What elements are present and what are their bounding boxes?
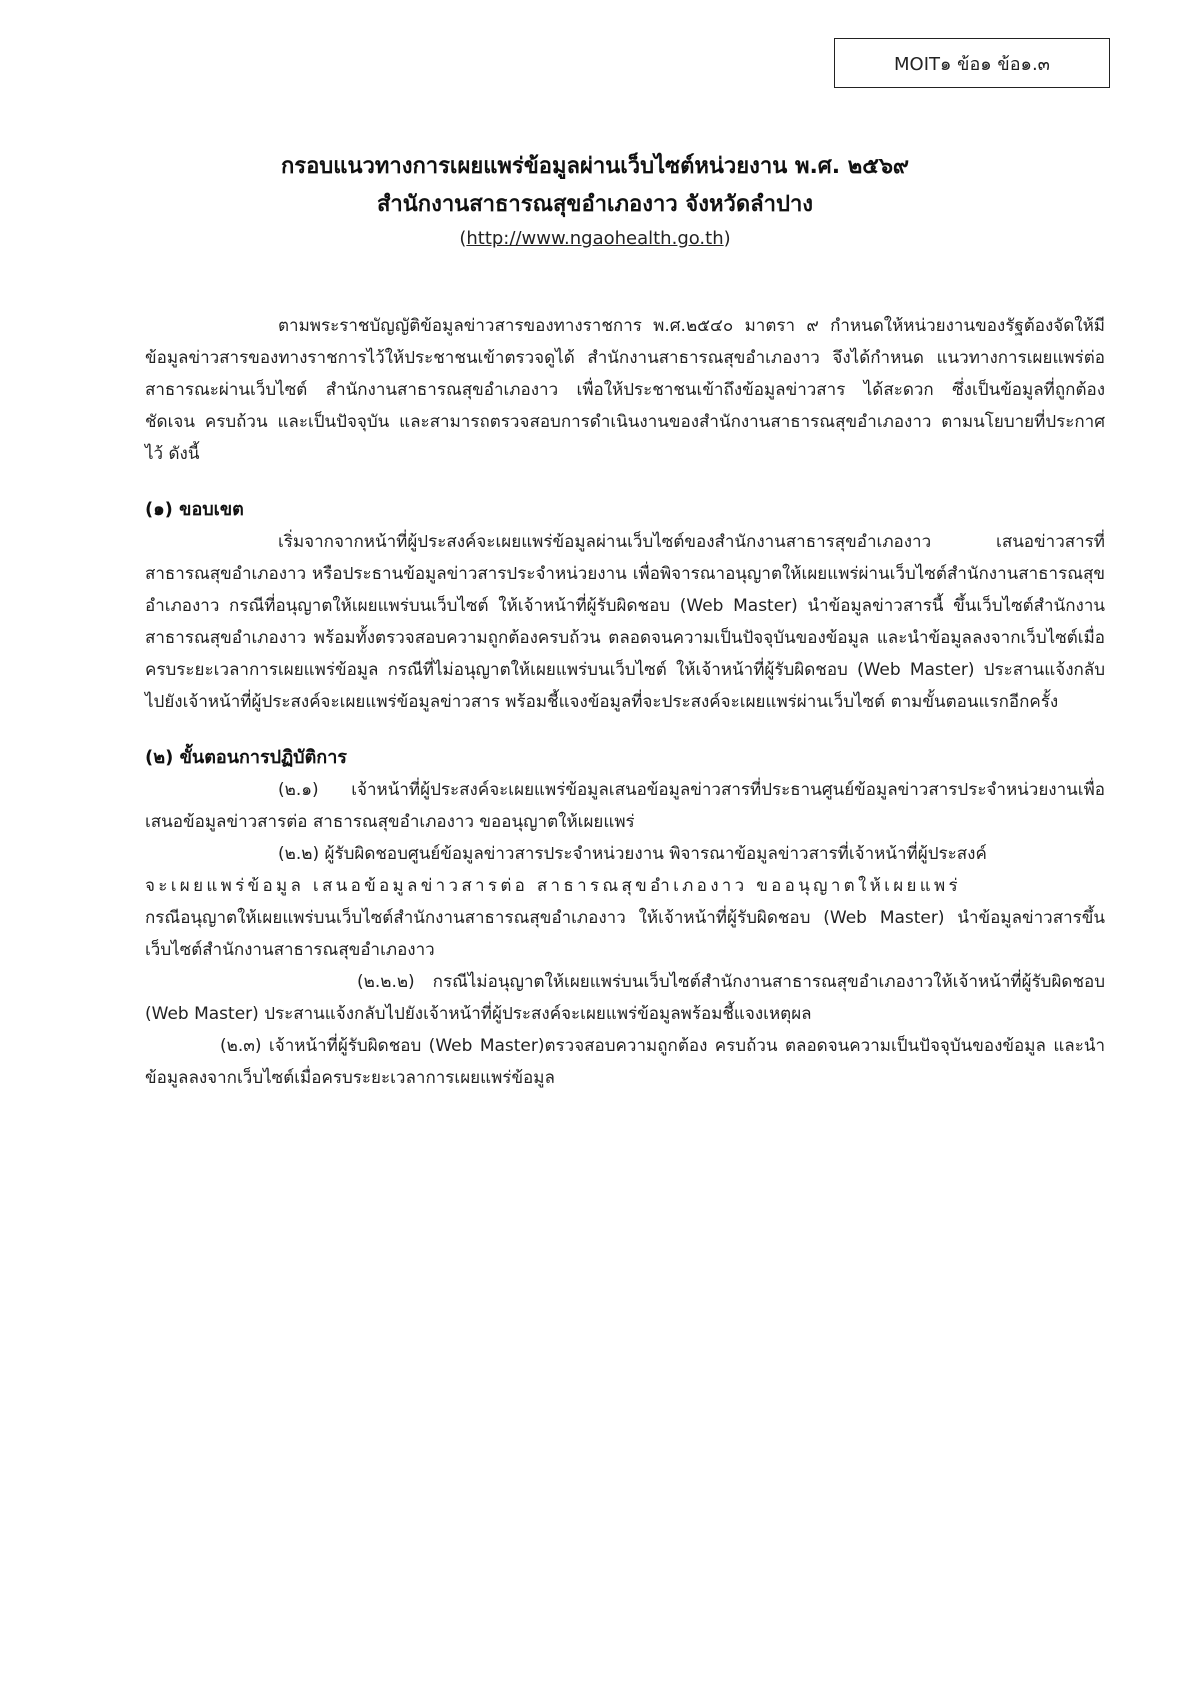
reference-code-box <box>834 38 1110 88</box>
step-2-2-2: (๒.๒.๒) กรณีไม่อนุญาตให้เผยแพร่บนเว็บไซต์สำนักงานสาธารณสุขอำเภองาวให้เจ้าหน้าที่ผู้รับผิดชอบ (Web Master) ประสานแจ้งกลับไปยังเจ้าหน้าที่ผู้ประสงค์จะเผยแพร่ข้อมูลพร้อมชี้แจงเหตุผล <box>145 972 1105 1024</box>
step-2-2-line3: กรณีอนุญาตให้เผยแพร่บนเว็บไซต์สำนักงานสาธารณสุขอำเภองาว ให้เจ้าหน้าที่ผู้รับผิดชอบ (Web Master) นำข้อมูลข่าวสารขึ้นเว็บไซต์สำนักงานสาธารณสุขอำเภองาว <box>145 908 1105 960</box>
section-heading-procedure: (๒) ขั้นตอนการปฏิบัติการ <box>145 747 347 768</box>
url-close-paren: ) <box>723 228 731 249</box>
url-open-paren: ( <box>459 228 467 249</box>
section-heading-scope: (๑) ขอบเขต <box>145 499 244 520</box>
title-block <box>0 148 1190 254</box>
document-body <box>145 310 1105 1094</box>
intro-paragraph: ตามพระราชบัญญัติข้อมูลข่าวสารของทางราชการ พ.ศ.๒๕๔๐ มาตรา ๙ กำหนดให้หน่วยงานของรัฐต้องจัดให้มีข้อมูลข่าวสารของทางราชการไว้ให้ประชาชนเข้าตรวจดูได้ สำนักงานสาธารณสุขอำเภองาว จึงได้กำหนด แนวทางการเผยแพร่ต่อสาธารณะผ่านเว็บไซต์ สำนักงานสาธารณสุขอำเภองาว เพื่อให้ประชาชนเข้าถึงข้อมูลข่าวสาร ได้สะดวก ซึ่งเป็นข้อมูลที่ถูกต้อง ชัดเจน ครบถ้วน และเป็นปัจจุบัน และสามารถตรวจสอบการดำเนินงานของสำนักงานสาธารณสุขอำเภองาว ตามนโยบายที่ประกาศไว้ ดังนี้ <box>145 316 1105 464</box>
step-2-3: (๒.๓) เจ้าหน้าที่ผู้รับผิดชอบ (Web Master)ตรวจสอบความถูกต้อง ครบถ้วน ตลอดจนความเป็นปัจจุบันของข้อมูล และนำข้อมูลลงจากเว็บไซต์เมื่อครบระยะเวลาการเผยแพร่ข้อมูล <box>145 1036 1105 1088</box>
step-2-2-line2: จะเผยแพร่ข้อมูล เสนอข้อมูลข่าวสารต่อ สาธารณสุขอำเภองาว ขออนุญาตให้เผยแพร่ <box>145 876 961 896</box>
reference-code: MOIT๑ ข้อ๑ ข้อ๑.๓ <box>894 53 1050 75</box>
scope-paragraph: เริ่มจากจากหน้าที่ผู้ประสงค์จะเผยแพร่ข้อมูลผ่านเว็บไซต์ของสำนักงานสาธารสุขอำเภองาว เสนอข่าวสารที่ สาธารณสุขอำเภองาว หรือประธานข้อมูลข่าวสารประจำหน่วยงาน เพื่อพิจารณาอนุญาตให้เผยแพร่ผ่านเว็บไซต์สำนักงานสาธารณสุขอำเภองาว กรณีที่อนุญาตให้เผยแพร่บนเว็บไซต์ ให้เจ้าหน้าที่ผู้รับผิดชอบ (Web Master) นำข้อมูลข่าวสารนี้ ขึ้นเว็บไซต์สำนักงานสาธารณสุขอำเภองาว พร้อมทั้งตรวจสอบความถูกต้องครบถ้วน ตลอดจนความเป็นปัจจุบันของข้อมูล และนำข้อมูลลงจากเว็บไซต์เมื่อครบระยะเวลาการเผยแพร่ข้อมูล กรณีที่ไม่อนุญาตให้เผยแพร่บนเว็บไซต์ ให้เจ้าหน้าที่ผู้รับผิดชอบ (Web Master) ประสานแจ้งกลับไปยังเจ้าหน้าที่ผู้ประสงค์จะเผยแพร่ข้อมูลข่าวสาร พร้อมชี้แจงข้อมูลที่จะประสงค์จะเผยแพร่ผ่านเว็บไซต์ ตามขั้นตอนแรกอีกครั้ง <box>145 532 1105 712</box>
organization-name: สำนักงานสาธารณสุขอำเภองาว จังหวัดลำปาง <box>376 192 814 217</box>
step-2-1: (๒.๑) เจ้าหน้าที่ผู้ประสงค์จะเผยแพร่ข้อมูลเสนอข้อมูลข่าวสารที่ประธานศูนย์ข้อมูลข่าวสารประจำหน่วยงานเพื่อเสนอข้อมูลข่าวสารต่อ สาธารณสุขอำเภองาว ขออนุญาตให้เผยแพร่ <box>145 780 1105 832</box>
website-url-line <box>0 224 1190 254</box>
document-title: กรอบแนวทางการเผยแพร่ข้อมูลผ่านเว็บไซต์หน่วยงาน พ.ศ. ๒๕๖๙ <box>280 154 910 179</box>
website-link[interactable]: http://www.ngaohealth.go.th <box>466 228 724 249</box>
step-2-2-line1: (๒.๒) ผู้รับผิดชอบศูนย์ข้อมูลข่าวสารประจำหน่วยงาน พิจารณาข้อมูลข่าวสารที่เจ้าหน้าที่ผู้ประสงค์ <box>278 844 987 864</box>
